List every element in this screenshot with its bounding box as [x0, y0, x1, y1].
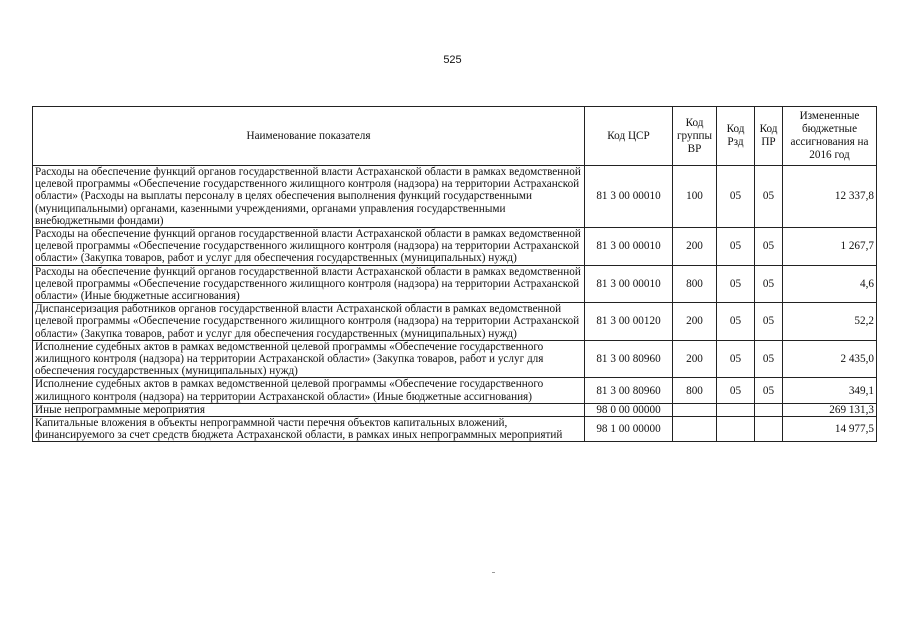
row-csr: 81 3 00 00010	[585, 265, 673, 303]
row-name: Капитальные вложения в объекты непрограммной части перечня объектов капитальных вложений, финансируемого за счет средств бюджета Астраханской области, в рамках иных непрограммных мероприятий	[33, 417, 585, 442]
row-pr: 05	[755, 265, 783, 303]
row-csr: 81 3 00 00120	[585, 303, 673, 341]
table-row	[33, 403, 877, 416]
header-csr: Код ЦСР	[585, 107, 673, 166]
row-vr	[673, 403, 717, 416]
row-pr: 05	[755, 303, 783, 341]
row-pr	[755, 417, 783, 442]
table-header-row	[33, 107, 877, 166]
row-amount: 349,1	[783, 378, 877, 403]
row-vr: 100	[673, 166, 717, 228]
row-csr: 81 3 00 00010	[585, 228, 673, 266]
row-pr: 05	[755, 228, 783, 266]
row-amount: 1 267,7	[783, 228, 877, 266]
table-row	[33, 166, 877, 228]
table-row	[33, 378, 877, 403]
row-pr: 05	[755, 166, 783, 228]
header-rzd: Код Рзд	[717, 107, 755, 166]
row-pr	[755, 403, 783, 416]
budget-table	[32, 106, 877, 442]
row-rzd: 05	[717, 378, 755, 403]
row-rzd: 05	[717, 340, 755, 378]
row-vr: 200	[673, 303, 717, 341]
table-row	[33, 303, 877, 341]
row-rzd	[717, 417, 755, 442]
row-vr: 200	[673, 228, 717, 266]
header-pr: Код ПР	[755, 107, 783, 166]
row-name: Расходы на обеспечение функций органов государственной власти Астраханской области в рамках ведомственной целевой программы «Обеспечение государственного жилищного контроля (надзора) на территории Астраханской области» (Расходы на выплаты персоналу в целях обеспечения выполнения функций государственными (муниципальными) органами, казенными учреждениями, органами управления государственными внебюджетными фондами)	[33, 166, 585, 228]
row-pr: 05	[755, 378, 783, 403]
row-csr: 81 3 00 00010	[585, 166, 673, 228]
row-amount: 12 337,8	[783, 166, 877, 228]
row-name: Исполнение судебных актов в рамках ведомственной целевой программы «Обеспечение государственного жилищного контроля (надзора) на территории Астраханской области» (Закупка товаров, работ и услуг для обеспечения государственных (муниципальных) нужд)	[33, 340, 585, 378]
row-name: Исполнение судебных актов в рамках ведомственной целевой программы «Обеспечение государственного жилищного контроля (надзора) на территории Астраханской области» (Иные бюджетные ассигнования)	[33, 378, 585, 403]
row-vr	[673, 417, 717, 442]
table-row	[33, 228, 877, 266]
header-name: Наименование показателя	[33, 107, 585, 166]
row-rzd: 05	[717, 166, 755, 228]
header-vr: Код группы ВР	[673, 107, 717, 166]
page-number: 525	[443, 54, 462, 66]
row-name: Расходы на обеспечение функций органов государственной власти Астраханской области в рамках ведомственной целевой программы «Обеспечение государственного жилищного контроля (надзора) на территории Астраханской области» (Иные бюджетные ассигнования)	[33, 265, 585, 303]
row-amount: 52,2	[783, 303, 877, 341]
row-rzd: 05	[717, 228, 755, 266]
row-csr: 81 3 00 80960	[585, 340, 673, 378]
row-rzd	[717, 403, 755, 416]
row-pr: 05	[755, 340, 783, 378]
row-csr: 98 0 00 00000	[585, 403, 673, 416]
row-rzd: 05	[717, 303, 755, 341]
table-row	[33, 417, 877, 442]
scan-speck	[492, 572, 495, 573]
row-name: Иные непрограммные мероприятия	[33, 403, 585, 416]
row-csr: 98 1 00 00000	[585, 417, 673, 442]
row-amount: 4,6	[783, 265, 877, 303]
row-vr: 200	[673, 340, 717, 378]
row-rzd: 05	[717, 265, 755, 303]
header-amount: Измененные бюджетные ассигнования на 2016 год	[783, 107, 877, 166]
row-name: Диспансеризация работников органов государственной власти Астраханской области в рамках ведомственной целевой программы «Обеспечение государственного жилищного контроля (надзора) на территории Астраханской области» (Закупка товаров, работ и услуг для обеспечения государственных (муниципальных) нужд)	[33, 303, 585, 341]
row-name: Расходы на обеспечение функций органов государственной власти Астраханской области в рамках ведомственной целевой программы «Обеспечение государственного жилищного контроля (надзора) на территории Астраханской области» (Закупка товаров, работ и услуг для обеспечения государственных (муниципальных) нужд)	[33, 228, 585, 266]
row-amount: 269 131,3	[783, 403, 877, 416]
table-row	[33, 265, 877, 303]
table-row	[33, 340, 877, 378]
row-vr: 800	[673, 378, 717, 403]
row-vr: 800	[673, 265, 717, 303]
row-csr: 81 3 00 80960	[585, 378, 673, 403]
row-amount: 2 435,0	[783, 340, 877, 378]
row-amount: 14 977,5	[783, 417, 877, 442]
